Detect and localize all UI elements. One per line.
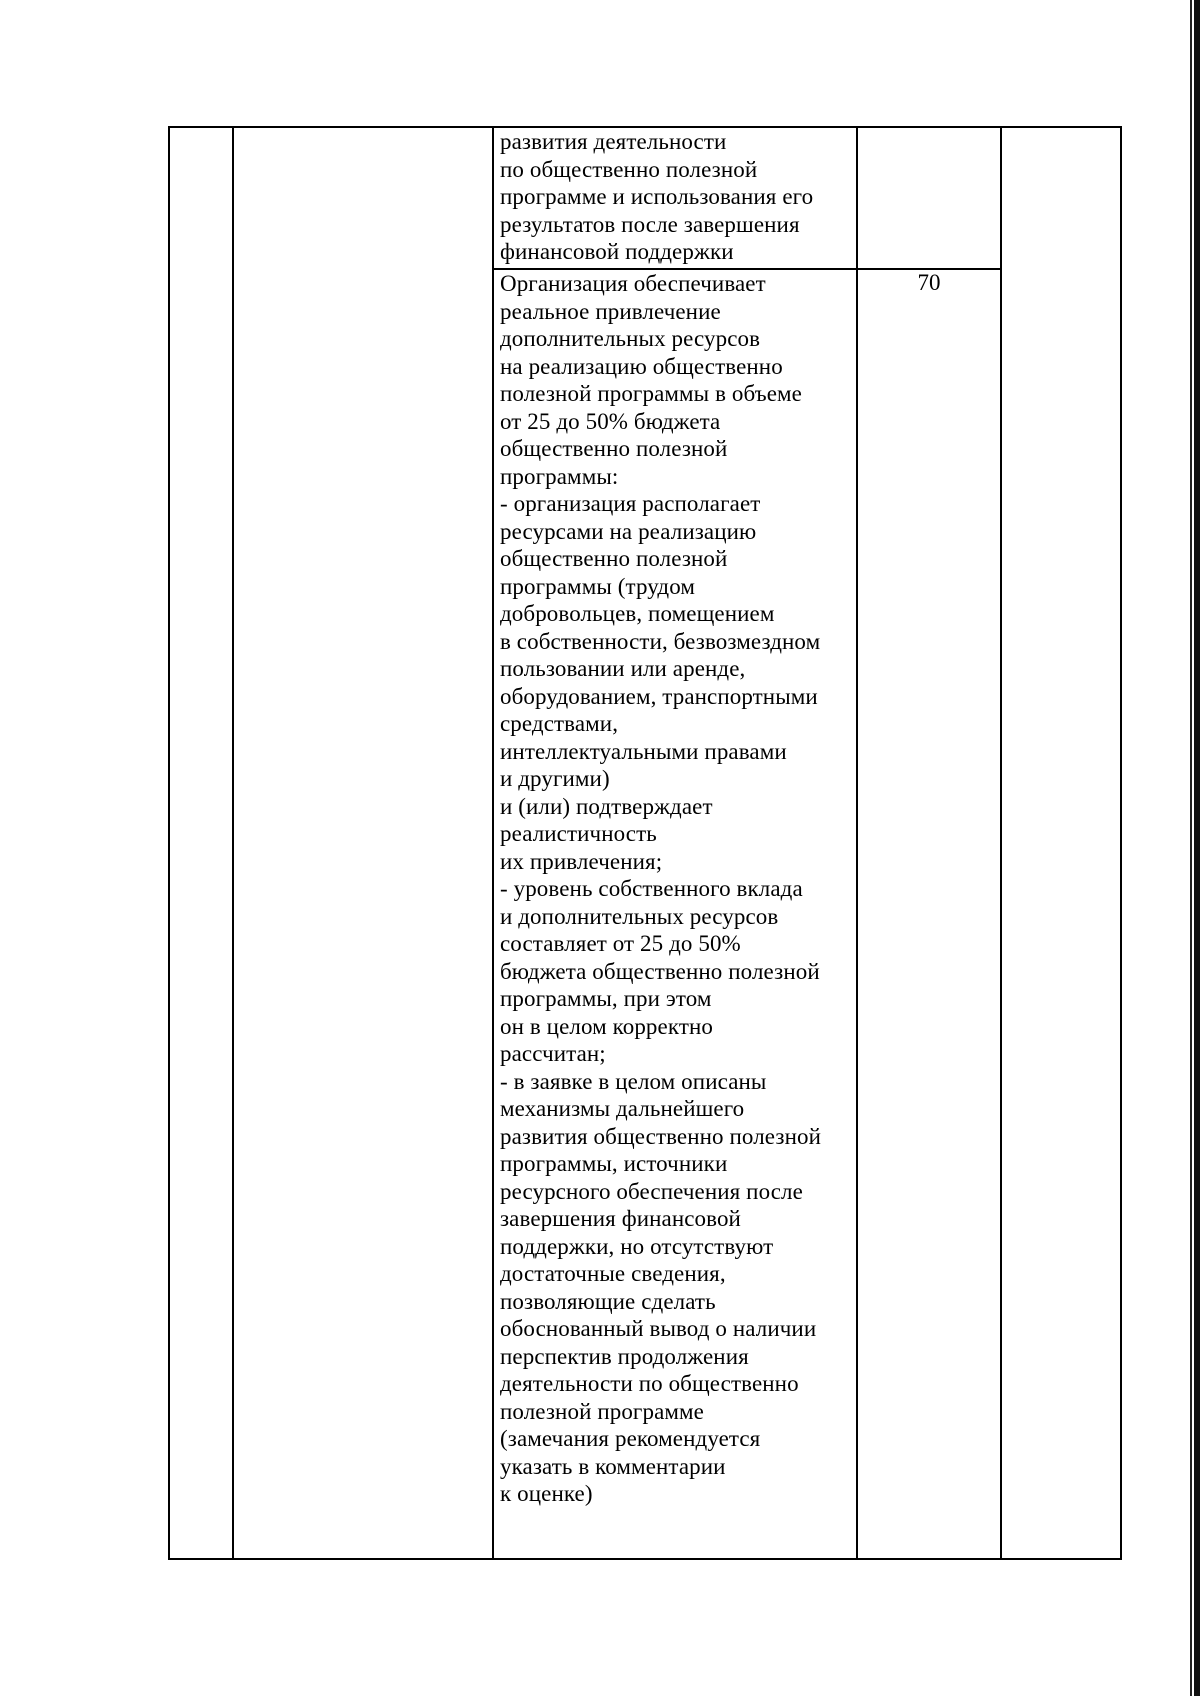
table-col-divider-1 <box>232 126 234 1560</box>
table-col-divider-2 <box>492 126 494 1560</box>
criterion-text-row-1: развития деятельности по общественно полезной программе и использования его результатов после завершения финансовой поддержки <box>500 129 814 264</box>
table-border-bottom <box>168 1558 1122 1560</box>
table-col-divider-3 <box>856 126 858 1560</box>
criteria-table <box>168 126 1122 1560</box>
score-row-2: 70 <box>917 270 941 295</box>
scan-edge <box>1194 0 1200 1696</box>
table-border-left <box>168 126 170 1560</box>
scan-edge-inner <box>1190 0 1192 1696</box>
table-border-right <box>1120 126 1122 1560</box>
criterion-text-row-2: Организация обеспечивает реальное привлечение дополнительных ресурсов на реализацию общественно полезной программы в объеме от 25 до 50% бюджета общественно полезной программы: - организация располагает ресурсами на реализацию общественно полезной программы (трудом добровольцев, помещением в собственности, безвозмездном пользовании или аренде, оборудованием, транспортными средствами, интеллектуальными правами и другими) и (или) подтверждает реалистичность их привлечения; - уровень собственного вклада и дополнительных ресурсов составляет от 25 до 50% бюджета общественно полезной программы, при этом он в целом корректно рассчитан; - в заявке в целом описаны механизмы дальнейшего развития общественно полезной программы, источники ресурсного обеспечения после завершения финансовой поддержки, но отсутствуют достаточные сведения, позволяющие сделать обоснованный вывод о наличии перспектив продолжения деятельности по общественно полезной программе (замечания рекомендуется указать в комментарии к оценке) <box>500 271 821 1506</box>
table-col-divider-4 <box>1000 126 1002 1560</box>
